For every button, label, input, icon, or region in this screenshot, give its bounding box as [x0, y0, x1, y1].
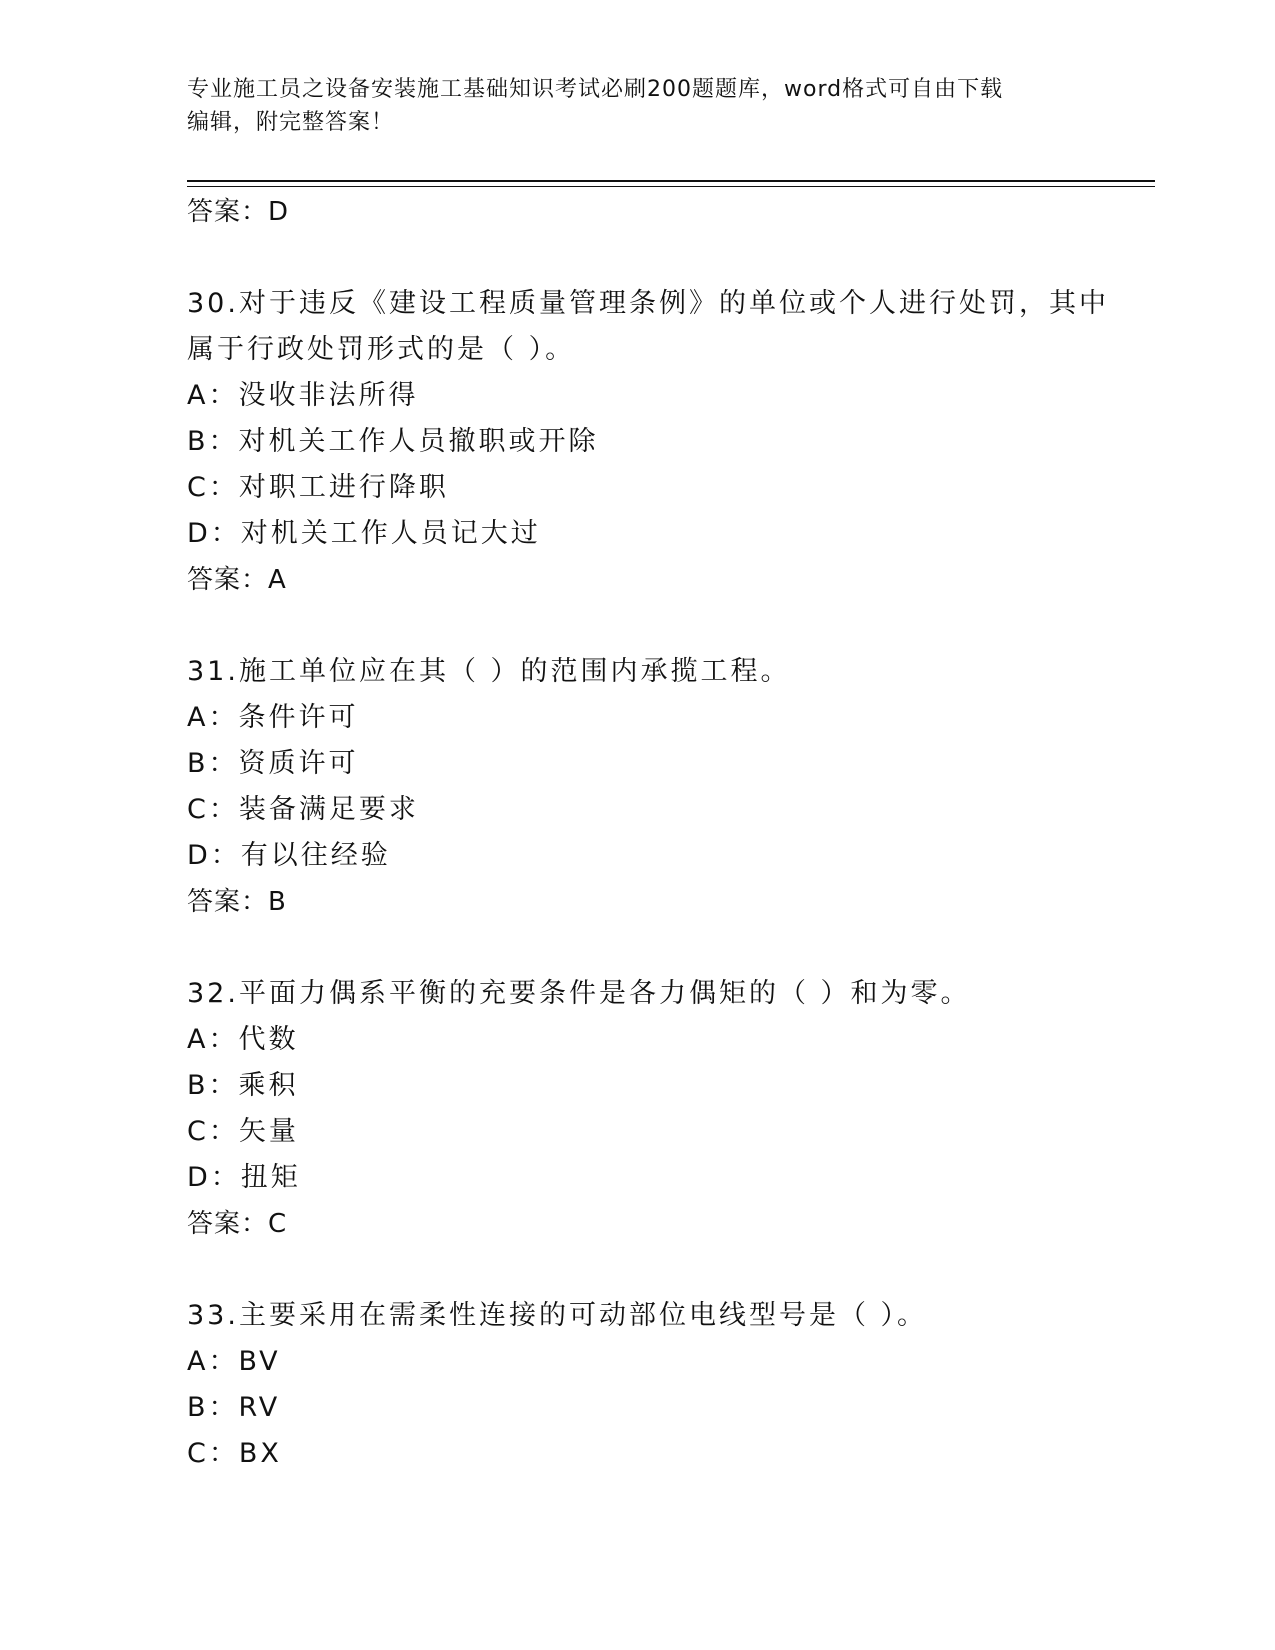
option-d: D：有以往经验	[187, 840, 391, 871]
question-32	[187, 971, 1087, 1247]
option-c: C：对职工进行降职	[187, 472, 449, 503]
answer-line: 答案：C	[187, 1209, 288, 1239]
option-b: B：乘积	[187, 1070, 299, 1101]
header-line-2: 编辑，附完整答案！	[187, 110, 395, 135]
option-a: A：BV	[187, 1346, 281, 1377]
question-33	[187, 1293, 1087, 1477]
question-31	[187, 649, 1087, 925]
option-a: A：没收非法所得	[187, 380, 419, 411]
question-30	[187, 281, 1109, 603]
answer-line: 答案：A	[187, 565, 287, 595]
answer-line: 答案：B	[187, 887, 287, 917]
question-stem: 31.施工单位应在其（ ）的范围内承揽工程。	[187, 656, 791, 687]
header-rule-thick	[187, 180, 1155, 182]
question-stem: 32.平面力偶系平衡的充要条件是各力偶矩的（ ）和为零。	[187, 978, 971, 1009]
option-b: B：资质许可	[187, 748, 359, 779]
option-b: B：RV	[187, 1392, 281, 1423]
question-list	[187, 189, 1109, 1477]
answer-line: 答案：D	[187, 197, 290, 227]
option-d: D：对机关工作人员记大过	[187, 518, 541, 549]
option-a: A：条件许可	[187, 702, 359, 733]
option-c: C：装备满足要求	[187, 794, 419, 825]
header-line-1: 专业施工员之设备安装施工基础知识考试必刷200题题库，word格式可自由下载	[187, 77, 1004, 102]
option-a: A：代数	[187, 1024, 299, 1055]
option-b: B：对机关工作人员撤职或开除	[187, 426, 599, 457]
header-rule-thin	[187, 186, 1155, 187]
question-stem: 30.对于违反《建设工程质量管理条例》的单位或个人进行处罚，其中	[187, 288, 1109, 319]
option-c: C：矢量	[187, 1116, 299, 1147]
option-d: D：扭矩	[187, 1162, 301, 1193]
question-stem-cont: 属于行政处罚形式的是（ ）。	[187, 334, 576, 365]
question-stem: 33.主要采用在需柔性连接的可动部位电线型号是（ ）。	[187, 1300, 928, 1331]
document-header	[187, 73, 1067, 139]
option-c: C：BX	[187, 1438, 282, 1469]
